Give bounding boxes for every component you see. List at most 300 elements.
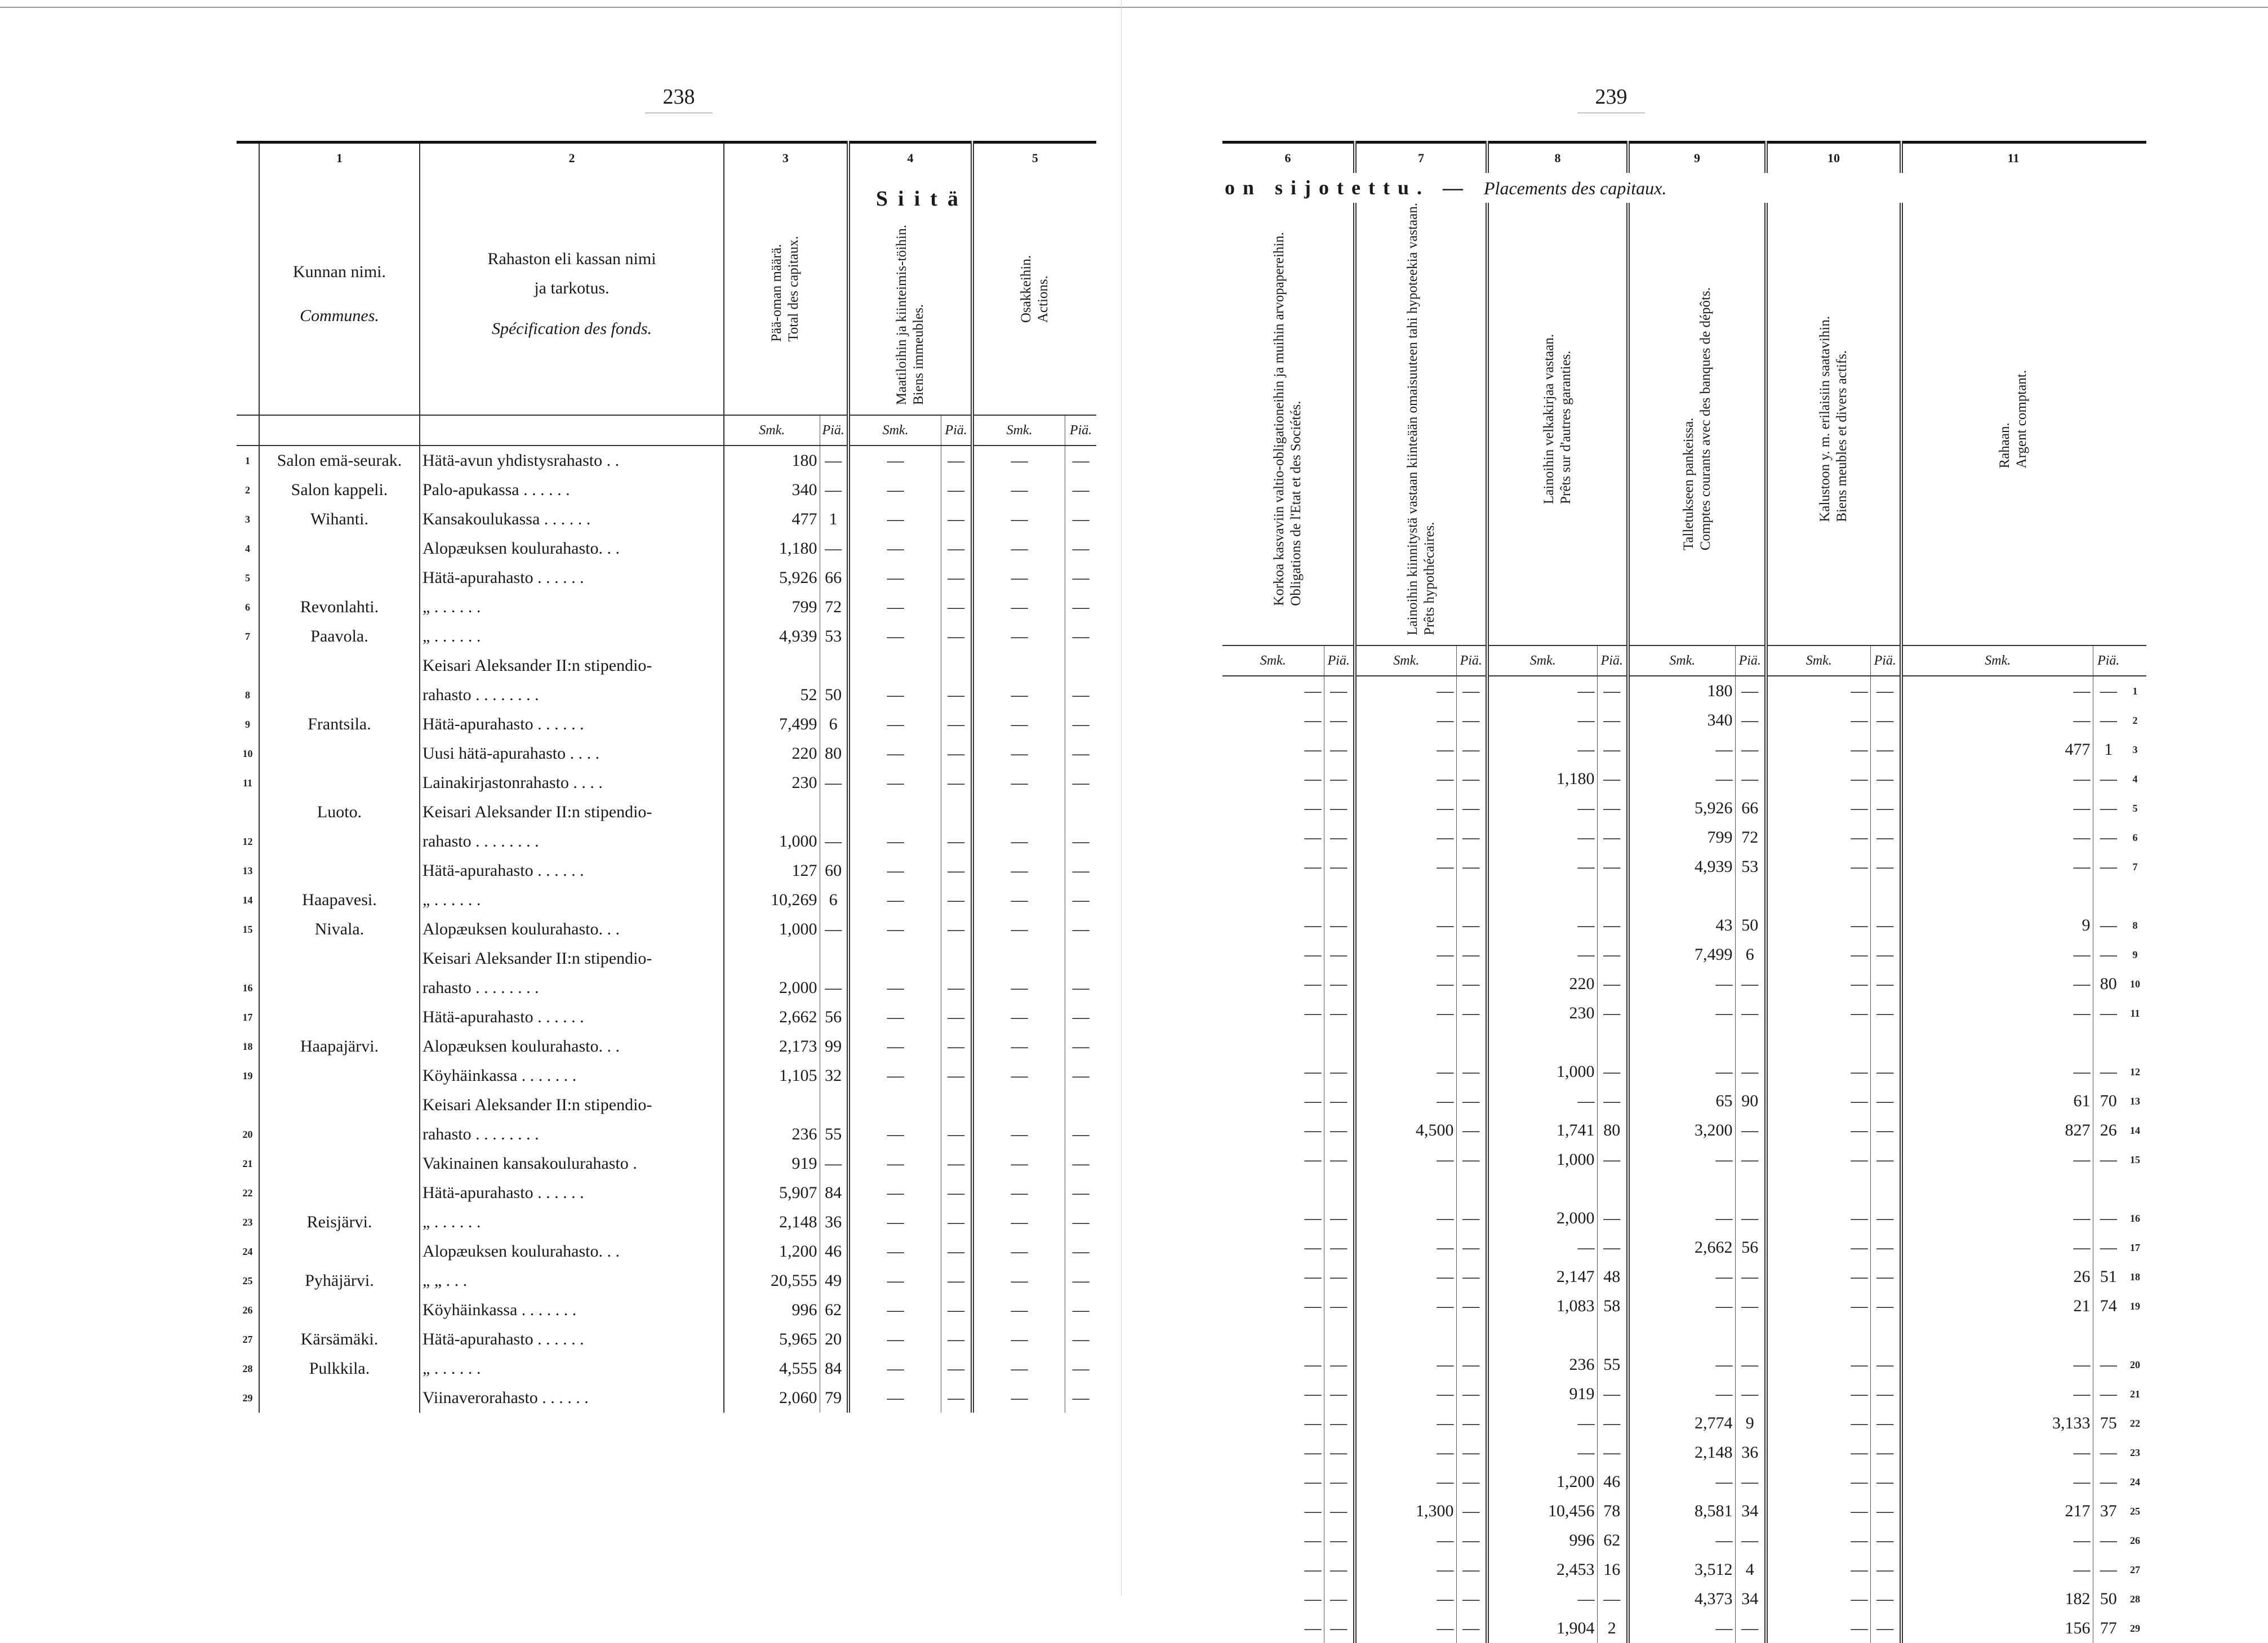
immeubles-mk: — (848, 534, 941, 563)
table-row (1222, 1262, 2146, 1292)
c6-mk: — (1304, 1120, 1322, 1139)
kunta-name (259, 563, 420, 593)
actions-mk: — (972, 1120, 1065, 1149)
c7-mk: — (1355, 823, 1456, 852)
c7-mk: — (1355, 1409, 1456, 1438)
row-number: 23 (242, 1217, 253, 1228)
immeubles-p: — (941, 1237, 972, 1266)
kunta-name (259, 680, 420, 710)
row-number: 8 (245, 689, 250, 701)
row-number: 27 (242, 1334, 253, 1346)
kunta-name (259, 1295, 420, 1325)
c11-p: — (2093, 823, 2124, 852)
total-p: 53 (820, 622, 848, 651)
immeubles-mk: — (848, 1032, 941, 1061)
total-mk: 127 (724, 856, 820, 885)
c11-mk: — (1901, 1555, 2093, 1584)
immeubles-mk: — (848, 973, 941, 1003)
c7-mk: — (1355, 1555, 1456, 1584)
table-row (1222, 735, 2146, 764)
row-number: 26 (242, 1304, 253, 1316)
row-number: 18 (242, 1041, 253, 1053)
c9-mk (1628, 1174, 1735, 1204)
c8-mk: — (1487, 1409, 1597, 1438)
table-row (1222, 794, 2146, 823)
c6-p (1324, 1028, 1355, 1057)
c9-mk: — (1628, 1379, 1735, 1409)
immeubles-mk: — (848, 1061, 941, 1090)
c10-p: — (1870, 1526, 1901, 1555)
total-p (820, 651, 848, 680)
c10-mk: — (1766, 794, 1870, 823)
c6-p: — (1324, 764, 1355, 794)
c10-p: — (1870, 911, 1901, 940)
immeubles-mk: — (848, 1325, 941, 1354)
kunta-name (259, 1383, 420, 1413)
c10-mk: — (1766, 1350, 1870, 1379)
immeubles-mk: — (848, 446, 941, 475)
fund-name: Uusi hätä-apurahasto . . . . (420, 739, 724, 768)
total-mk: 799 (724, 593, 820, 622)
total-mk: 2,173 (724, 1032, 820, 1061)
actions-mk: — (972, 1149, 1065, 1178)
fund-name: Hätä-apurahasto . . . . . . (420, 1003, 724, 1032)
table-row (1222, 1467, 2146, 1497)
c8-p: — (1597, 911, 1628, 940)
immeubles-mk: — (848, 827, 941, 856)
right-body (1222, 676, 2146, 1643)
c9-p: — (1735, 999, 1766, 1028)
c8-p: — (1597, 1233, 1628, 1262)
actions-p (1065, 798, 1096, 827)
c6-mk: — (1304, 1530, 1322, 1550)
header-hypothecaires: Lainoihin kiinnitystä vastaan kiinteään omaisuuteen tahi hypoteekia vastaan. Prêts hypothécaires. (1355, 203, 1487, 645)
c10-p: — (1870, 1116, 1901, 1145)
c8-mk: 996 (1487, 1526, 1597, 1555)
immeubles-mk: — (848, 593, 941, 622)
row-number: 18 (2130, 1271, 2140, 1283)
c10-p (1870, 1321, 1901, 1350)
c11-p: 50 (2093, 1584, 2124, 1614)
c8-mk: 1,904 (1487, 1614, 1597, 1643)
c10-mk: — (1766, 1467, 1870, 1497)
fund-name: „ . . . . . . (420, 1354, 724, 1383)
c6-p: — (1324, 852, 1355, 881)
c8-p: 48 (1597, 1262, 1628, 1292)
c7-p: — (1456, 1145, 1487, 1174)
kunta-name (259, 856, 420, 885)
total-p: — (820, 1149, 848, 1178)
actions-mk: — (972, 563, 1065, 593)
row-number: 17 (242, 1012, 253, 1023)
row-number: 11 (242, 777, 252, 789)
c9-p: — (1735, 764, 1766, 794)
c8-mk: — (1487, 823, 1597, 852)
total-mk (724, 798, 820, 827)
c6-p: — (1324, 1292, 1355, 1321)
unit-mk: Smk. (848, 415, 941, 446)
c11-mk: 477 (1901, 735, 2093, 764)
immeubles-p: — (941, 534, 972, 563)
c7-p: — (1456, 1087, 1487, 1116)
table-row (1222, 1292, 2146, 1321)
c10-mk: — (1766, 1262, 1870, 1292)
row-number: 5 (2132, 802, 2138, 814)
total-p: 66 (820, 563, 848, 593)
c11-mk: 217 (1901, 1497, 2093, 1526)
c6-mk: — (1304, 769, 1322, 788)
table-row (237, 446, 1096, 475)
total-p: 60 (820, 856, 848, 885)
table-row (1222, 1379, 2146, 1409)
c7-mk: 4,500 (1355, 1116, 1456, 1145)
c8-p: — (1597, 735, 1628, 764)
c10-mk (1766, 1174, 1870, 1204)
table-row (1222, 940, 2146, 969)
row-number: 7 (245, 631, 250, 643)
c7-mk (1355, 881, 1456, 911)
immeubles-mk: — (848, 1237, 941, 1266)
c9-p: 72 (1735, 823, 1766, 852)
actions-p: — (1065, 1061, 1096, 1090)
c8-p (1597, 1174, 1628, 1204)
kunta-name (259, 1178, 420, 1208)
c8-mk: 1,083 (1487, 1292, 1597, 1321)
actions-mk: — (972, 885, 1065, 915)
c6-p: — (1324, 999, 1355, 1028)
table-row (237, 1178, 1096, 1208)
actions-mk: — (972, 1061, 1065, 1090)
c6-p: — (1324, 1145, 1355, 1174)
c7-p: — (1456, 764, 1487, 794)
total-mk: 180 (724, 446, 820, 475)
actions-p: — (1065, 1149, 1096, 1178)
c10-p: — (1870, 852, 1901, 881)
c11-p: 51 (2093, 1262, 2124, 1292)
c6-mk: — (1304, 1618, 1322, 1637)
kunta-name (259, 1237, 420, 1266)
c10-mk: — (1766, 1057, 1870, 1087)
immeubles-mk: — (848, 1295, 941, 1325)
immeubles-p: — (941, 1120, 972, 1149)
c6-mk: — (1304, 1091, 1322, 1110)
c9-mk: 340 (1628, 706, 1735, 735)
row-number: 3 (245, 514, 250, 526)
c8-p: 55 (1597, 1350, 1628, 1379)
c6-p: — (1324, 676, 1355, 706)
c7-mk: — (1355, 1379, 1456, 1409)
c9-mk: — (1628, 1614, 1735, 1643)
c7-p: — (1456, 1497, 1487, 1526)
fund-name: Alopæuksen koulurahasto. . . (420, 1032, 724, 1061)
c6-p: — (1324, 794, 1355, 823)
fund-name: „ „ . . . (420, 1266, 724, 1295)
c11-p: — (2093, 1145, 2124, 1174)
kunta-name: Revonlahti. (259, 593, 420, 622)
right-column-numbers (1222, 143, 2146, 173)
total-p: 6 (820, 885, 848, 915)
kunta-name (259, 768, 420, 798)
total-p: 56 (820, 1003, 848, 1032)
c9-mk: — (1628, 1057, 1735, 1087)
fund-name: „ . . . . . . (420, 885, 724, 915)
c6-mk: — (1304, 798, 1322, 817)
row-number: 20 (2130, 1359, 2140, 1370)
header-kunta-fi: Kunnan nimi. (293, 262, 386, 281)
row-number: 20 (242, 1129, 253, 1141)
actions-mk: — (972, 856, 1065, 885)
row-number (237, 798, 259, 827)
c8-mk (1487, 1321, 1597, 1350)
c6-mk: — (1304, 1589, 1322, 1608)
c8-p: — (1597, 1409, 1628, 1438)
c10-p: — (1870, 1497, 1901, 1526)
c8-mk: 1,180 (1487, 764, 1597, 794)
header-obligations: Korkoa kasvaviin valtio-obligationeihin ja muihin arvopapereihin. Obligations de l'Etat et des Sociétés. (1222, 203, 1355, 645)
row-number: 26 (2130, 1534, 2140, 1546)
unit-mk: Smk. (972, 415, 1065, 446)
c10-mk (1766, 1321, 1870, 1350)
c6-p: — (1324, 735, 1355, 764)
c11-mk: 156 (1901, 1614, 2093, 1643)
c9-mk: — (1628, 969, 1735, 999)
c10-mk: — (1766, 1379, 1870, 1409)
c11-mk: 827 (1901, 1116, 2093, 1145)
immeubles-p: — (941, 973, 972, 1003)
actions-mk: — (972, 1383, 1065, 1413)
total-mk: 919 (724, 1149, 820, 1178)
immeubles-p (941, 651, 972, 680)
placements-title-fr: Placements des capitaux. (1484, 178, 1667, 198)
c6-mk: — (1304, 1003, 1322, 1022)
c9-mk: 2,774 (1628, 1409, 1735, 1438)
table-row (1222, 969, 2146, 999)
table-row (237, 885, 1096, 915)
c11-p: — (2093, 999, 2124, 1028)
unit-p: Piä. (1065, 415, 1096, 446)
c10-p (1870, 881, 1901, 911)
c6-p: — (1324, 1350, 1355, 1379)
c11-mk: — (1901, 676, 2093, 706)
c9-p: — (1735, 969, 1766, 999)
c7-p: — (1456, 999, 1487, 1028)
table-row (237, 680, 1096, 710)
immeubles-p (941, 944, 972, 973)
table-row (1222, 1409, 2146, 1438)
actions-mk (972, 651, 1065, 680)
kunta-name: Salon kappeli. (259, 475, 420, 505)
actions-mk: — (972, 1208, 1065, 1237)
c7-mk: 1,300 (1355, 1497, 1456, 1526)
total-mk: 52 (724, 680, 820, 710)
c9-mk: 5,926 (1628, 794, 1735, 823)
c11-mk (1901, 1174, 2093, 1204)
c9-mk: — (1628, 764, 1735, 794)
c9-mk: — (1628, 1526, 1735, 1555)
actions-p: — (1065, 768, 1096, 798)
c8-mk: 1,741 (1487, 1116, 1597, 1145)
immeubles-mk (848, 798, 941, 827)
c6-p: — (1324, 1467, 1355, 1497)
page-number-left: 238 (622, 84, 735, 113)
row-number: 4 (2132, 773, 2138, 785)
total-mk: 20,555 (724, 1266, 820, 1295)
fund-name: Vakinainen kansakoulurahasto . (420, 1149, 724, 1178)
c11-p: 80 (2093, 969, 2124, 999)
c11-mk (1901, 1321, 2093, 1350)
colnum-5: 5 (972, 143, 1096, 173)
table-row (237, 1090, 1096, 1120)
actions-p: — (1065, 973, 1096, 1003)
table-row (237, 563, 1096, 593)
row-number (2124, 1321, 2146, 1350)
table-row (1222, 881, 2146, 911)
fund-name: „ . . . . . . (420, 622, 724, 651)
unit-p: Piä. (1870, 645, 1901, 676)
row-number: 28 (242, 1363, 253, 1375)
c7-p (1456, 881, 1487, 911)
total-p: 36 (820, 1208, 848, 1237)
scan-top-edge (0, 7, 2268, 8)
c10-mk (1766, 881, 1870, 911)
c6-mk: — (1304, 1472, 1322, 1491)
row-number: 25 (242, 1275, 253, 1287)
c10-mk: — (1766, 1087, 1870, 1116)
total-p (820, 1090, 848, 1120)
total-mk: 236 (724, 1120, 820, 1149)
c6-mk: — (1304, 915, 1322, 934)
c7-mk: — (1355, 1057, 1456, 1087)
siita-title: Siitä (875, 187, 968, 211)
row-number: 16 (242, 982, 253, 994)
header-total: Pää-oman määrä. Total des capitaux. (724, 173, 848, 415)
c8-p: 2 (1597, 1614, 1628, 1643)
table-row (237, 1383, 1096, 1413)
c9-mk: 180 (1628, 676, 1735, 706)
c11-mk: — (1901, 1526, 2093, 1555)
left-column-numbers (237, 143, 1096, 173)
unit-p: Piä. (820, 415, 848, 446)
c6-mk (1222, 1174, 1324, 1204)
c9-mk: — (1628, 1145, 1735, 1174)
placements-title: on sijotettu. — (1225, 176, 1471, 199)
c6-p: — (1324, 1057, 1355, 1087)
c9-mk: 8,581 (1628, 1497, 1735, 1526)
immeubles-p: — (941, 827, 972, 856)
actions-p: — (1065, 1237, 1096, 1266)
c11-mk: — (1901, 794, 2093, 823)
c8-p (1597, 1321, 1628, 1350)
c10-mk: — (1766, 1438, 1870, 1467)
c6-mk (1222, 881, 1324, 911)
immeubles-p: — (941, 1383, 972, 1413)
total-mk: 5,926 (724, 563, 820, 593)
left-units (237, 415, 1096, 446)
table-row (237, 1032, 1096, 1061)
c8-p: — (1597, 764, 1628, 794)
c10-p (1870, 1174, 1901, 1204)
row-number: 22 (2130, 1417, 2140, 1429)
actions-p: — (1065, 1003, 1096, 1032)
table-row (1222, 1116, 2146, 1145)
header-fund-fr: Spécification des fonds. (491, 319, 652, 338)
immeubles-p: — (941, 1061, 972, 1090)
c8-p: — (1597, 1204, 1628, 1233)
actions-mk: — (972, 622, 1065, 651)
total-mk: 1,180 (724, 534, 820, 563)
actions-mk: — (972, 593, 1065, 622)
c11-p (2093, 1028, 2124, 1057)
c6-mk: — (1304, 681, 1322, 700)
actions-p: — (1065, 1383, 1096, 1413)
c7-p: — (1456, 1204, 1487, 1233)
table-row (1222, 1145, 2146, 1174)
row-number: 19 (2130, 1300, 2140, 1312)
header-meubles: Kalustoon y. m. erilaisiin saatavihin. Biens meubles et divers actifs. (1766, 203, 1901, 645)
immeubles-p: — (941, 622, 972, 651)
kunta-name: Kärsämäki. (259, 1325, 420, 1354)
kunta-name (259, 534, 420, 563)
table-row (237, 973, 1096, 1003)
c11-mk: — (1901, 1438, 2093, 1467)
c10-mk: — (1766, 1555, 1870, 1584)
c10-p: — (1870, 1614, 1901, 1643)
row-number: 14 (2130, 1124, 2140, 1136)
c8-mk: — (1487, 794, 1597, 823)
right-title-row (1222, 173, 2146, 203)
header-banques: Talletukseen pankeissa. Comptes courants avec des banques de dépôts. (1628, 203, 1766, 645)
immeubles-p: — (941, 710, 972, 739)
c7-mk: — (1355, 735, 1456, 764)
c9-p: — (1735, 1526, 1766, 1555)
table-row (237, 1354, 1096, 1383)
table-row (237, 915, 1096, 944)
total-p (820, 944, 848, 973)
immeubles-mk: — (848, 885, 941, 915)
header-immeubles: Siitä Maatiloihin ja kiinteimis-töihin. Biens immeubles. (848, 173, 972, 415)
right-page (1222, 141, 2146, 1643)
actions-mk: — (972, 680, 1065, 710)
c8-p: — (1597, 1087, 1628, 1116)
actions-p: — (1065, 563, 1096, 593)
c6-mk (1222, 1028, 1324, 1057)
table-row (237, 505, 1096, 534)
c10-p: — (1870, 940, 1901, 969)
c7-mk: — (1355, 1526, 1456, 1555)
c8-p: — (1597, 1379, 1628, 1409)
actions-p: — (1065, 1178, 1096, 1208)
c11-p (2093, 1174, 2124, 1204)
c7-p: — (1456, 823, 1487, 852)
row-number: 16 (2130, 1212, 2140, 1224)
c11-mk: — (1901, 1204, 2093, 1233)
total-p: 62 (820, 1295, 848, 1325)
c9-p: — (1735, 735, 1766, 764)
c9-p: — (1735, 1057, 1766, 1087)
header-actions: Osakkeihin. Actions. (972, 173, 1096, 415)
c7-mk: — (1355, 794, 1456, 823)
total-mk: 340 (724, 475, 820, 505)
total-mk: 2,000 (724, 973, 820, 1003)
c6-p: — (1324, 940, 1355, 969)
c8-mk: — (1487, 1233, 1597, 1262)
actions-mk: — (972, 446, 1065, 475)
c9-p: 36 (1735, 1438, 1766, 1467)
c10-mk: — (1766, 764, 1870, 794)
actions-mk: — (972, 1237, 1065, 1266)
c11-p: — (2093, 706, 2124, 735)
kunta-name: Pulkkila. (259, 1354, 420, 1383)
